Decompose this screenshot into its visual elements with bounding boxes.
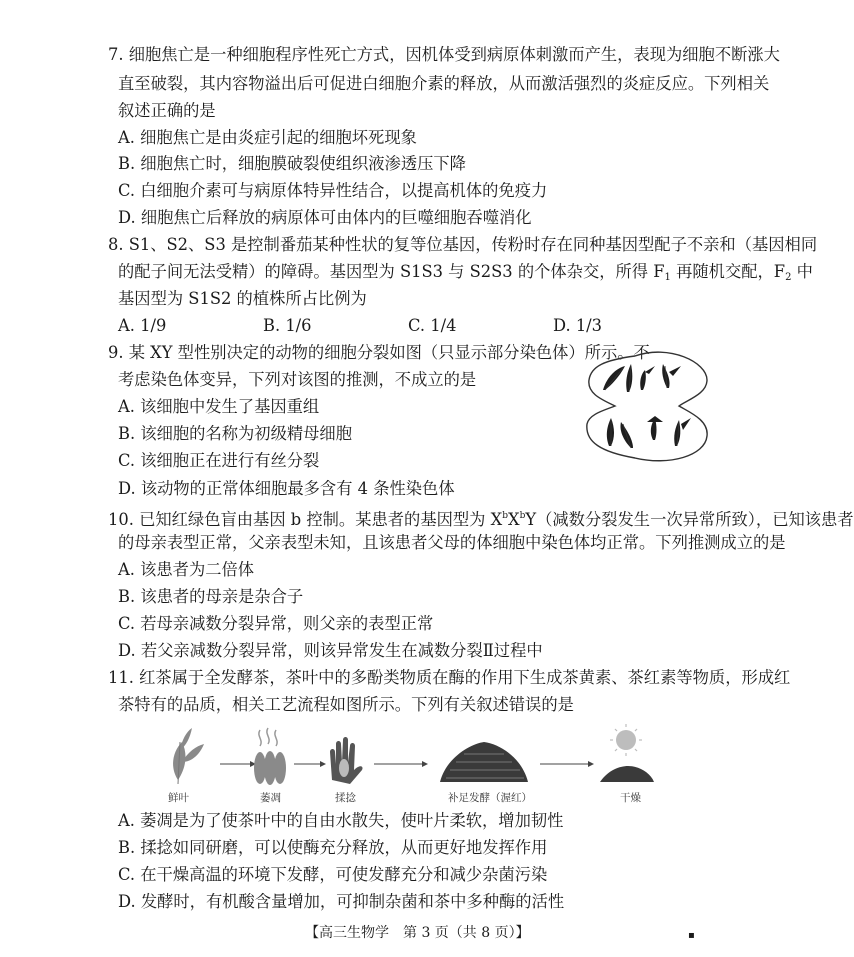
q9-option-d: D. 该动物的正常体细胞最多含有 4 条性染色体 bbox=[118, 479, 455, 498]
q7-option-a: A. 细胞焦亡是由炎症引起的细胞坏死现象 bbox=[118, 128, 417, 147]
q8-stem-line1: 8. S1、S2、S3 是控制番茄某种性状的复等位基因，传粉时存在同种基因型配子不亲和（基因相同 bbox=[108, 235, 818, 254]
q11-option-c: C. 在干燥高温的环境下发酵，可使发酵充分和减少杂菌污染 bbox=[118, 865, 548, 884]
flow-label-withering: 萎凋 bbox=[260, 792, 281, 804]
q11-option-b: B. 揉捻如同研磨，可以使酶充分释放，从而更好地发挥作用 bbox=[118, 838, 548, 857]
fermentation-heap-icon bbox=[440, 742, 528, 782]
flow-label-drying: 干燥 bbox=[620, 792, 641, 804]
q9-option-c: C. 该细胞正在进行有丝分裂 bbox=[118, 451, 320, 470]
tea-process-flow-figure bbox=[160, 722, 660, 790]
q7-option-b: B. 细胞焦亡时，细胞膜破裂使组织液渗透压下降 bbox=[118, 154, 466, 173]
q10-option-a: A. 该患者为二倍体 bbox=[118, 560, 255, 579]
q7-option-c: C. 白细胞介素可与病原体特异性结合，以提高机体的免疫力 bbox=[118, 181, 548, 200]
q7-stem-line1: 7. 细胞焦亡是一种细胞程序性死亡方式，因机体受到病原体刺激而产生，表现为细胞不断涨大 bbox=[108, 45, 780, 64]
flow-label-rolling: 揉捻 bbox=[335, 792, 356, 804]
q8-option-a: A. 1/9 bbox=[118, 316, 167, 335]
q11-option-d: D. 发酵时，有机酸含量增加，可抑制杂菌和茶中多种酶的活性 bbox=[118, 892, 565, 911]
q8-option-b: B. 1/6 bbox=[263, 316, 312, 335]
q10-stem-line2: 的母亲表型正常，父亲表型未知，且该患者父母的体细胞中染色体均正常。下列推测成立的是 bbox=[118, 533, 786, 552]
q11-option-a: A. 萎凋是为了使茶叶中的自由水散失，使叶片柔软，增加韧性 bbox=[118, 811, 564, 830]
q9-stem-line1: 9. 某 XY 型性别决定的动物的细胞分裂如图（只显示部分染色体）所示。不 bbox=[108, 343, 650, 362]
q8-option-c: C. 1/4 bbox=[408, 316, 457, 335]
flow-label-fresh-leaf: 鲜叶 bbox=[168, 792, 189, 804]
corner-mark: ▪ bbox=[688, 930, 695, 941]
q9-stem-line2: 考虑染色体变异，下列对该图的推测，不成立的是 bbox=[118, 370, 477, 389]
rolling-hand-icon bbox=[330, 737, 363, 784]
page-footer: 【高三生物学 第 3 页（共 8 页）】 bbox=[305, 925, 530, 941]
q10-stem-line1: 10. 已知红绿色盲由基因 b 控制。某患者的基因型为 $X^bX^bY$（减数分裂发生一次异常所致），已知该患者 bbox=[108, 510, 854, 529]
drying-sun-icon bbox=[600, 724, 654, 782]
q10-option-c: C. 若母亲减数分裂异常，则父亲的表型正常 bbox=[118, 614, 434, 633]
cell-division-figure bbox=[583, 342, 713, 470]
q11-stem-line2: 茶特有的品质，相关工艺流程如图所示。下列有关叙述错误的是 bbox=[118, 695, 574, 714]
q7-option-d: D. 细胞焦亡后释放的病原体可由体内的巨噬细胞吞噬消化 bbox=[118, 208, 532, 227]
q8-stem-line3: 基因型为 S1S2 的植株所占比例为 bbox=[118, 289, 367, 308]
q10-option-b: B. 该患者的母亲是杂合子 bbox=[118, 587, 304, 606]
withering-leaf-icon bbox=[254, 728, 286, 785]
q8-option-d: D. 1/3 bbox=[553, 316, 603, 335]
flow-label-fermentation: 补足发酵（渥红） bbox=[448, 792, 532, 804]
q7-stem-line2: 直至破裂，其内容物溢出后可促进白细胞介素的释放，从而激活强烈的炎症反应。下列相关 bbox=[118, 74, 770, 93]
q11-stem-line1: 11. 红茶属于全发酵茶，茶叶中的多酚类物质在酶的作用下生成茶黄素、茶红素等物质，形成红 bbox=[108, 668, 791, 687]
q9-option-b: B. 该细胞的名称为初级精母细胞 bbox=[118, 424, 352, 443]
q9-option-a: A. 该细胞中发生了基因重组 bbox=[118, 397, 320, 416]
q8-stem-line2: 的配子间无法受精）的障碍。基因型为 S1S3 与 S2S3 的个体杂交，所得 $F_1$ 再随机交配，$F_2$ 中 bbox=[118, 262, 813, 283]
q7-stem-line3: 叙述正确的是 bbox=[118, 101, 216, 120]
fresh-leaf-icon bbox=[173, 728, 204, 784]
q10-option-d: D. 若父亲减数分裂异常，则该异常发生在减数分裂Ⅱ过程中 bbox=[118, 641, 543, 660]
